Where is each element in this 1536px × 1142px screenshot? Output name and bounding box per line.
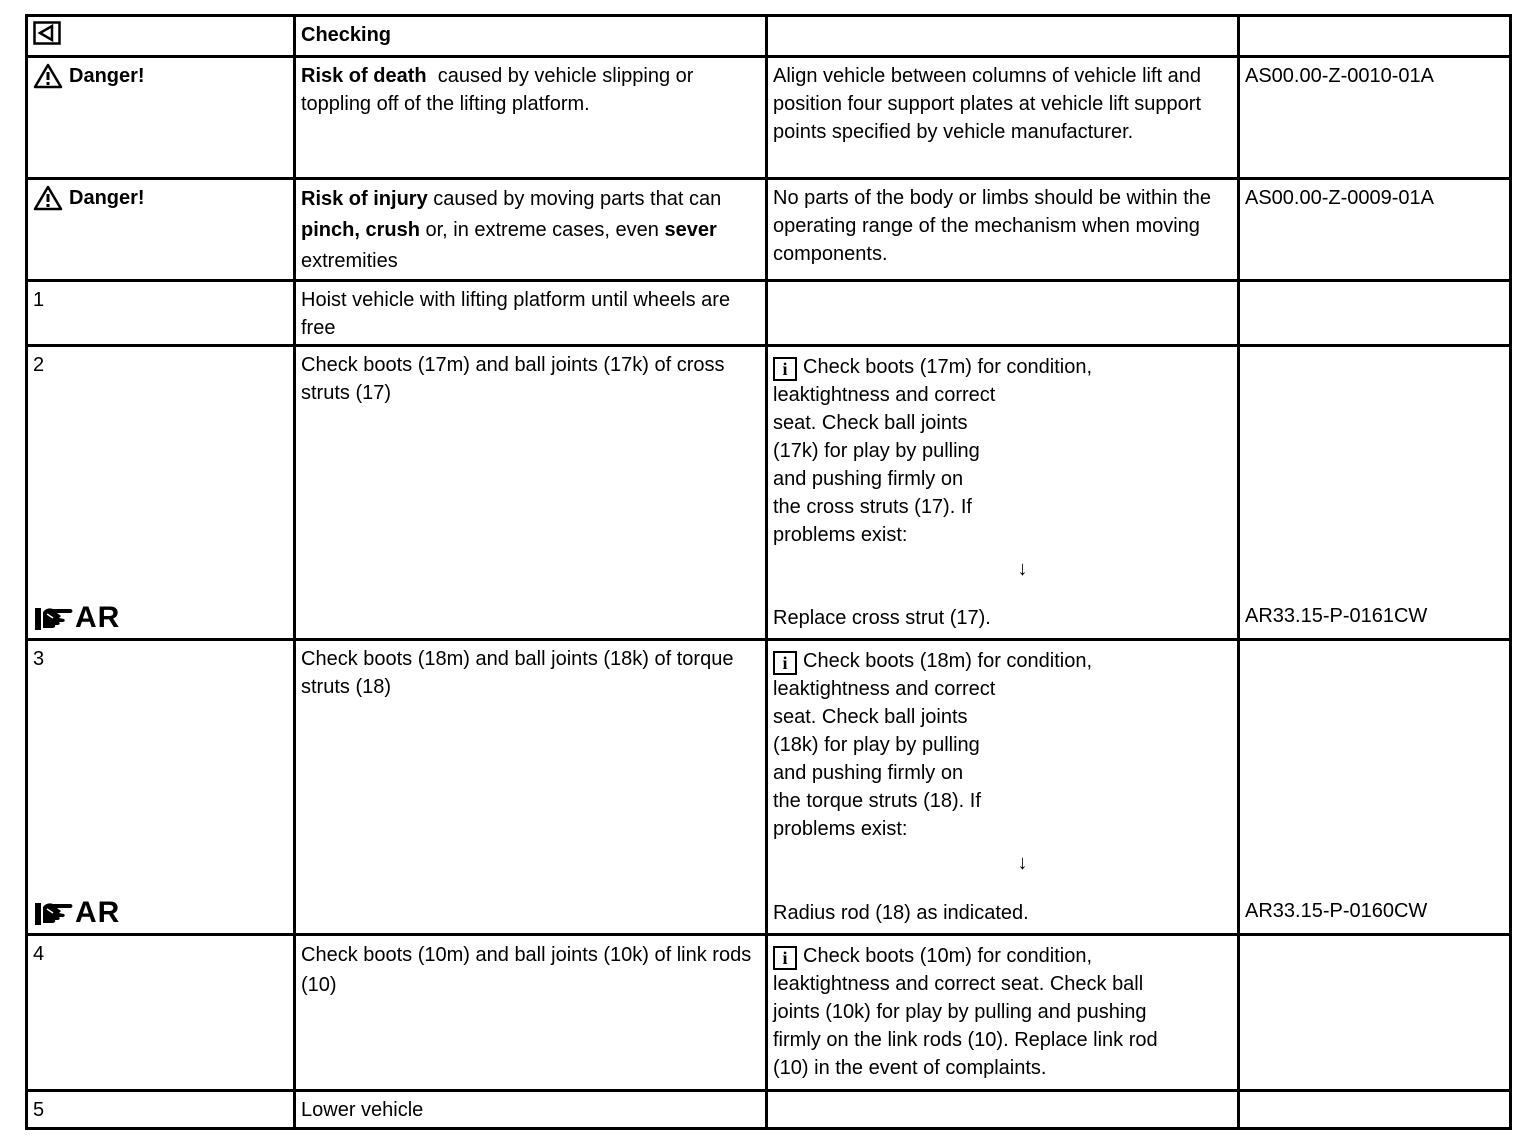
step-text: Check boots (10m) and ball joints (10k) of link rods (10) [295, 935, 767, 1091]
warning-triangle-icon [33, 185, 63, 211]
header-icon-cell [27, 16, 295, 57]
info-note: i Check boots (10m) for condition, leaktightness and correct seat. Check ball joints (10k) for play by pulling and pushing firmly on the link rods (10). Replace link rod (10) in the event of complaints. [773, 945, 1158, 1079]
danger-label: Danger! [33, 62, 288, 90]
down-arrow-icon: ↓ [1017, 852, 1028, 874]
step-ref: AR33.15-P-0160CW [1245, 900, 1428, 922]
step-text: Lower vehicle [295, 1091, 767, 1129]
danger-label: Danger! [33, 184, 288, 212]
table-header-row [27, 16, 1511, 57]
pointing-hand-icon [33, 899, 75, 927]
danger-row [27, 57, 1511, 179]
step-number: 5 [27, 1091, 295, 1129]
back-triangle-icon [33, 21, 61, 45]
step-text: Check boots (17m) and ball joints (17k) of cross struts (17) [295, 346, 767, 640]
info-note: i Check boots (17m) for condition, leaktightness and correct seat. Check ball joints (17k) for play by pulling and pushing firmly on the cross struts (17). If problems exist: ↓ [773, 353, 1232, 583]
danger-ref: AS00.00-Z-0010-01A [1239, 57, 1511, 179]
step-ref: AR33.15-P-0161CW [1245, 605, 1428, 627]
danger-ref: AS00.00-Z-0009-01A [1239, 179, 1511, 281]
step-text: Hoist vehicle with lifting platform until wheels are free [295, 281, 767, 346]
header-title: Checking [295, 16, 767, 57]
table-row [27, 281, 1511, 346]
table-row [27, 346, 1511, 640]
pointing-hand-icon [33, 604, 75, 632]
header-empty-cell [767, 16, 1239, 57]
step-number: 1 [27, 281, 295, 346]
danger-row [27, 179, 1511, 281]
header-empty-cell [1239, 16, 1511, 57]
step-number: 4 [27, 935, 295, 1091]
action-text: Radius rod (18) as indicated. [773, 902, 1029, 924]
info-note: i Check boots (18m) for condition, leaktightness and correct seat. Check ball joints (18k) for play by pulling and pushing firmly on the torque struts (18). If problems exist: ↓ [773, 647, 1232, 877]
info-icon: i [773, 357, 797, 381]
danger-measure: Align vehicle between columns of vehicle lift and position four support plates at vehicle lift support points specified by vehicle manufacturer. [767, 57, 1239, 179]
table-row [27, 1091, 1511, 1129]
procedure-table [25, 14, 1512, 1130]
warning-triangle-icon [33, 63, 63, 89]
danger-risk: Risk of injury caused by moving parts that can pinch, crush or, in extreme cases, even sever extremities [295, 179, 767, 281]
info-icon: i [773, 651, 797, 675]
step-number: 2 [33, 354, 45, 376]
step-text: Check boots (18m) and ball joints (18k) of torque struts (18) [295, 640, 767, 935]
ar-reference-marker: AR [33, 604, 120, 632]
danger-measure: No parts of the body or limbs should be within the operating range of the mechanism when moving components. [767, 179, 1239, 281]
danger-risk: Risk of death caused by vehicle slipping or toppling off of the lifting platform. [295, 57, 767, 179]
step-number: 3 [33, 648, 45, 670]
ar-reference-marker: AR [33, 899, 120, 927]
down-arrow-icon: ↓ [1017, 558, 1028, 580]
table-row [27, 640, 1511, 935]
info-icon: i [773, 946, 797, 970]
table-row [27, 935, 1511, 1091]
action-text: Replace cross strut (17). [773, 607, 991, 629]
